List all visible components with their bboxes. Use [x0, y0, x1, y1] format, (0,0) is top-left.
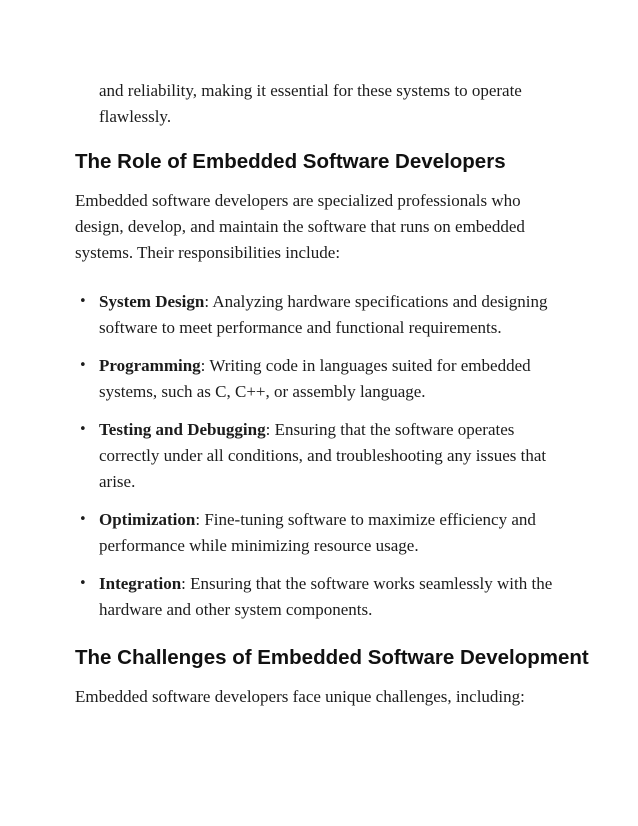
- list-item-text: : Analyzing hardware specifications and designing software to meet performance and functional requirements.: [99, 292, 548, 337]
- section-intro-challenges: Embedded software developers face unique challenges, including:: [75, 687, 525, 706]
- list-item-term: Integration: [99, 574, 182, 593]
- list-item-term: Programming: [99, 356, 201, 375]
- bullet-icon: •: [79, 576, 87, 591]
- bullet-icon: •: [79, 422, 87, 437]
- list-item-term: Optimization: [99, 510, 196, 529]
- continuation-paragraph: and reliability, making it essential for these systems to operate flawlessly.: [99, 81, 522, 126]
- bullet-icon: •: [79, 512, 87, 527]
- list-item: [75, 571, 575, 623]
- list-item: [75, 417, 575, 495]
- bullet-icon: •: [79, 358, 87, 373]
- list-item-text: : Ensuring that the software operates correctly under all conditions, and troubleshooting any issues that arise.: [99, 420, 547, 491]
- list-item-text: : Writing code in languages suited for embedded systems, such as C, C++, or assembly language.: [99, 356, 531, 401]
- bullet-icon: •: [79, 294, 87, 309]
- section-heading-role: The Role of Embedded Software Developers: [75, 150, 506, 173]
- list-item: [75, 507, 575, 559]
- list-item: [75, 289, 575, 341]
- list-item-term: System Design: [99, 292, 205, 311]
- section-intro-role: Embedded software developers are specialized professionals who design, develop, and maintain the software that runs on embedded systems. Their responsibilities include:: [75, 191, 525, 262]
- list-item-term: Testing and Debugging: [99, 420, 266, 439]
- section-heading-challenges: The Challenges of Embedded Software Development: [75, 646, 589, 669]
- list-item-text: : Fine-tuning software to maximize efficiency and performance while minimizing resource usage.: [99, 510, 536, 555]
- list-item: [75, 353, 575, 405]
- responsibilities-list: [75, 289, 575, 635]
- list-item-text: : Ensuring that the software works seamlessly with the hardware and other system components.: [99, 574, 553, 619]
